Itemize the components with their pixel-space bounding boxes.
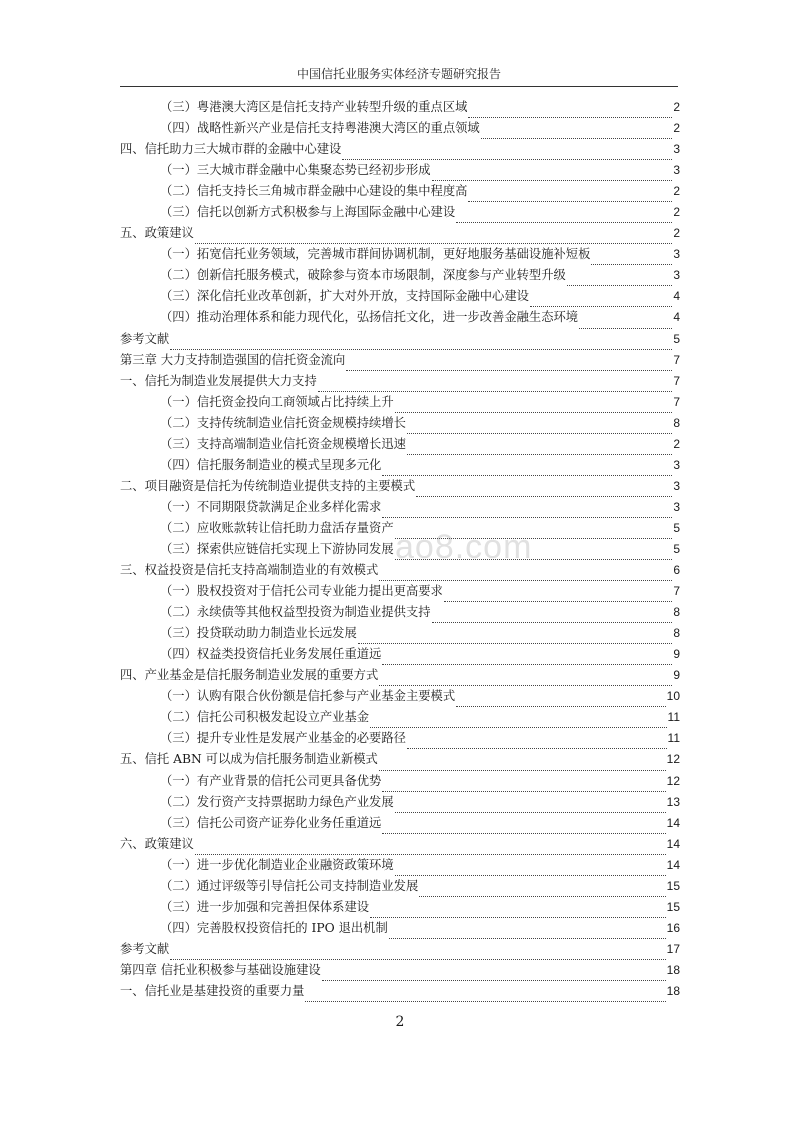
toc-dot-leader [379,566,672,581]
toc-entry-title: （三）支持高端制造业信托资金规模增长迅速 [160,436,406,451]
toc-entry-page: 11 [667,710,680,725]
toc-dot-leader [530,292,672,307]
toc-entry-page: 7 [673,394,680,409]
toc-entry[interactable] [120,792,680,813]
toc-dot-leader [342,145,672,160]
toc-dot-leader [456,692,666,707]
toc-entry-page: 12 [666,752,680,767]
toc-dot-leader [382,819,665,834]
toc-entry-page: 14 [666,815,680,830]
toc-entry-title: （一）信托资金投向工商领域占比持续上升 [160,394,394,409]
toc-entry-title: 五、政策建议 [120,226,194,241]
toc-entry-title: （三）进一步加强和完善担保体系建设 [160,899,370,914]
toc-dot-leader [567,271,673,286]
toc-entry-title: 一、信托为制造业发展提供大力支持 [120,373,317,388]
toc-entry[interactable] [120,771,680,792]
toc-entry-page: 5 [673,520,680,535]
toc-entry-title: 参考文献 [120,331,170,346]
toc-dot-leader [370,713,666,728]
toc-dot-leader [382,777,665,792]
toc-dot-leader [456,208,672,223]
toc-entry-title: （三）粤港澳大湾区是信托支持产业转型升级的重点区域 [160,100,468,114]
toc-entry-title: （二）永续债等其他权益型投资为制造业提供支持 [160,605,431,620]
running-header: 中国信托业服务实体经济专题研究报告 [296,67,501,81]
toc-entry[interactable] [120,665,680,686]
toc-entry-title: （四）信托服务制造业的模式呈现多元化 [160,457,382,472]
toc-entry-page: 6 [673,563,680,578]
toc-entry-page: 2 [673,121,680,136]
toc-dot-leader [432,166,673,181]
toc-entry-title: （二）支持传统制造业信托资金规模持续增长 [160,415,406,430]
toc-entry-page: 3 [673,457,680,472]
toc-entry[interactable] [120,455,680,476]
toc-entry-page: 7 [673,584,680,599]
toc-entry-title: （三）深化信托业改革创新，扩大对外开放，支持国际金融中心建设 [160,289,529,304]
toc-entry[interactable] [120,307,680,328]
toc-entry[interactable] [120,202,680,223]
toc-entry-title: 六、政策建议 [120,836,194,851]
toc-entry[interactable] [120,686,680,707]
toc-entry-title: （二）信托公司积极发起设立产业基金 [160,710,370,725]
toc-entry-title: （四）完善股权投资信托的 IPO 退出机制 [160,920,388,935]
toc-entry[interactable] [120,181,680,202]
watermark: ao8.com [395,528,533,566]
toc-entry[interactable] [120,707,680,728]
toc-entry-title: （一）不同期限贷款满足企业多样化需求 [160,499,382,514]
toc-dot-leader [395,798,666,813]
toc-entry-page: 9 [673,668,680,683]
toc-entry-page: 10 [666,689,680,704]
toc-entry[interactable] [120,897,680,918]
toc-entry[interactable] [120,139,680,160]
toc-entry[interactable] [120,265,680,286]
toc-entry-title: （一）进一步优化制造业企业融资政策环境 [160,857,394,872]
toc-entry-title: 五、信托 ABN 可以成为信托服务制造业新模式 [120,752,378,767]
toc-dot-leader [318,377,673,392]
header-rule [120,86,678,87]
toc-entry[interactable] [120,728,680,749]
toc-entry-title: （四）战略性新兴产业是信托支持粤港澳大湾区的重点领域 [160,121,480,136]
toc-entry[interactable] [120,476,680,497]
toc-dot-leader [407,734,667,749]
toc-entry-title: （二）通过评级等引导信托公司支持制造业发展 [160,878,419,893]
toc-dot-leader [468,187,672,202]
toc-entry-page: 14 [666,836,680,851]
toc-entry-title: （一）拓宽信托业务领域，完善城市群间协调机制，更好地服务基础设施补短板 [160,247,591,262]
toc-entry-page: 2 [673,184,680,199]
toc-dot-leader [468,103,672,118]
toc-entry-title: （二）信托支持长三角城市群金融中心建设的集中程度高 [160,184,468,199]
toc-entry-title: （三）探索供应链信托实现上下游协同发展 [160,541,394,556]
toc-entry-title: （一）股权投资对于信托公司专业能力提出更高要求 [160,584,443,599]
toc-entry[interactable] [120,329,680,350]
toc-entry-page: 2 [673,205,680,220]
toc-entry-page: 7 [673,352,680,367]
toc-entry[interactable] [120,981,680,1002]
toc-entry-page: 15 [666,878,680,893]
toc-entry[interactable] [120,497,680,518]
toc-entry-page: 3 [673,499,680,514]
toc-entry-page: 3 [673,247,680,262]
toc-entry-title: 四、产业基金是信托服务制造业发展的重要方式 [120,668,379,683]
toc-entry[interactable] [120,581,680,602]
toc-dot-leader [195,840,666,855]
toc-entry[interactable] [120,97,680,118]
toc-entry-title: 三、权益投资是信托支持高端制造业的有效模式 [120,563,379,578]
toc-dot-leader [444,587,672,602]
toc-entry-page: 8 [673,605,680,620]
toc-entry-title: 第四章 信托业积极参与基础设施建设 [120,962,321,977]
toc-entry[interactable] [120,602,680,623]
toc-entry[interactable] [120,960,680,981]
toc-entry-title: （三）投贷联动助力制造业长远发展 [160,626,357,641]
page-number: 2 [395,1014,405,1030]
toc-dot-leader [379,671,672,686]
toc-entry[interactable] [120,918,680,939]
toc-entry[interactable] [120,434,680,455]
toc-entry-page: 18 [666,983,680,998]
toc-entry[interactable] [120,834,680,855]
toc-dot-leader [389,924,666,939]
toc-dot-leader [382,461,672,476]
toc-entry-page: 4 [673,310,680,325]
toc-entry-page: 8 [673,415,680,430]
toc-entry-title: （四）推动治理体系和能力现代化，弘扬信托文化，进一步改善金融生态环境 [160,310,579,325]
toc-entry[interactable] [120,392,680,413]
toc-entry-title: 一、信托业是基建投资的重要力量 [120,983,305,998]
toc-entry-title: 四、信托助力三大城市群的金融中心建设 [120,142,342,157]
toc-dot-leader [407,419,672,434]
toc-entry-title: 二、项目融资是信托为传统制造业提供支持的主要模式 [120,478,416,493]
toc-dot-leader [416,482,672,497]
toc-entry-title: （二）应收账款转让信托助力盘活存量资产 [160,520,394,535]
toc-dot-leader [481,124,673,139]
toc-dot-leader [579,314,672,329]
toc-entry-title: （二）创新信托服务模式，破除参与资本市场限制，深度参与产业转型升级 [160,268,566,283]
toc-entry[interactable] [120,644,680,665]
toc-entry[interactable] [120,244,680,265]
toc-entry[interactable] [120,350,680,371]
toc-entry-title: （一）三大城市群金融中心集聚态势已经初步形成 [160,163,431,178]
toc-entry[interactable] [120,813,680,834]
toc-entry-page: 13 [666,794,680,809]
toc-entry-page: 3 [673,268,680,283]
toc-dot-leader [395,398,673,413]
toc-entry-page: 5 [673,331,680,346]
toc-dot-leader [346,356,672,371]
toc-entry-page: 4 [673,289,680,304]
toc-entry[interactable] [120,939,680,960]
toc-entry-title: 参考文献 [120,941,170,956]
toc-entry-page: 8 [673,626,680,641]
toc-entry[interactable] [120,413,680,434]
toc-entry[interactable] [120,286,680,307]
toc-entry-title: （一）有产业背景的信托公司更具备优势 [160,773,382,788]
toc-entry[interactable] [120,623,680,644]
toc-entry-page: 17 [666,941,680,956]
toc-entry-page: 2 [673,100,680,114]
toc-entry-page: 12 [666,773,680,788]
toc-entry-page: 9 [673,647,680,662]
toc-entry-page: 5 [673,541,680,556]
toc-entry[interactable] [120,876,680,897]
toc-entry-page: 18 [666,962,680,977]
toc-entry-page: 3 [673,142,680,157]
toc-dot-leader [370,903,666,918]
toc-entry-page: 11 [667,731,680,746]
toc-dot-leader [305,987,665,1002]
toc-dot-leader [322,966,666,981]
toc-entry-title: （四）权益类投资信托业务发展任重道远 [160,647,382,662]
toc-entry[interactable] [120,118,680,139]
toc-entry-title: （三）提升专业性是发展产业基金的必要路径 [160,731,406,746]
toc-dot-leader [591,250,672,265]
toc-entry-title: （一）认购有限合伙份额是信托参与产业基金主要模式 [160,689,456,704]
toc-dot-leader [170,945,665,960]
toc-entry[interactable] [120,855,680,876]
toc-entry[interactable] [120,371,680,392]
toc-entry-page: 15 [666,899,680,914]
toc-dot-leader [419,882,665,897]
toc-dot-leader [195,229,673,244]
toc-dot-leader [358,629,673,644]
toc-dot-leader [170,335,672,350]
toc-entry-page: 3 [673,478,680,493]
toc-entry-title: （三）信托以创新方式积极参与上海国际金融中心建设 [160,205,456,220]
toc-entry-page: 16 [666,920,680,935]
toc-entry-page: 2 [673,436,680,451]
toc-dot-leader [379,756,666,771]
toc-entry-page: 7 [673,373,680,388]
toc-dot-leader [395,861,666,876]
toc-dot-leader [407,440,672,455]
toc-entry-title: 第三章 大力支持制造强国的信托资金流向 [120,352,346,367]
toc-dot-leader [382,503,672,518]
toc-entry-title: （三）信托公司资产证券化业务任重道远 [160,815,382,830]
toc-entry-page: 3 [673,163,680,178]
toc-dot-leader [432,608,673,623]
toc-entry[interactable] [120,749,680,770]
toc-dot-leader [382,650,672,665]
toc-entry-title: （二）发行资产支持票据助力绿色产业发展 [160,794,394,809]
toc-entry-page: 14 [666,857,680,872]
toc-entry[interactable] [120,160,680,181]
toc-entry-page: 2 [673,226,680,241]
toc-entry[interactable] [120,223,680,244]
